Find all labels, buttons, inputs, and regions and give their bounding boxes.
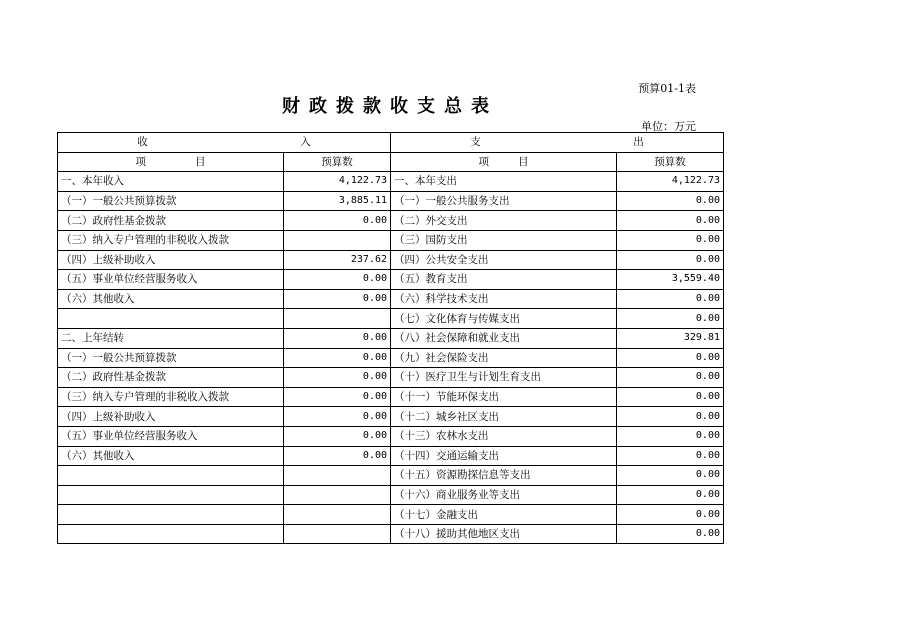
table-row bbox=[58, 211, 724, 231]
table-row bbox=[58, 191, 724, 211]
expense-item-cell: （四）公共安全支出 bbox=[391, 250, 617, 270]
expense-item-cell: （七）文化体育与传媒支出 bbox=[391, 309, 617, 329]
expense-value-cell: 3,559.40 bbox=[617, 270, 724, 290]
income-value-cell bbox=[284, 309, 391, 329]
table-row bbox=[58, 466, 724, 486]
income-value-cell: 0.00 bbox=[284, 407, 391, 427]
income-item-cell: 一、本年收入 bbox=[58, 172, 284, 192]
table-row bbox=[58, 446, 724, 466]
income-item-cell bbox=[58, 309, 284, 329]
expense-item-cell: （十七）金融支出 bbox=[391, 505, 617, 525]
expense-item-cell: （十八）援助其他地区支出 bbox=[391, 524, 617, 544]
table-row bbox=[58, 328, 724, 348]
expense-value-cell: 0.00 bbox=[617, 485, 724, 505]
income-item-cell bbox=[58, 485, 284, 505]
income-value-cell: 0.00 bbox=[284, 368, 391, 388]
expense-value-cell: 329.81 bbox=[617, 328, 724, 348]
income-item-cell: （四）上级补助收入 bbox=[58, 407, 284, 427]
expense-item-cell: （二）外交支出 bbox=[391, 211, 617, 231]
income-item-cell bbox=[58, 505, 284, 525]
expense-item-cell: 一、本年支出 bbox=[391, 172, 617, 192]
table-row bbox=[58, 289, 724, 309]
table-row bbox=[58, 524, 724, 544]
income-value-cell bbox=[284, 230, 391, 250]
income-value-cell: 0.00 bbox=[284, 446, 391, 466]
expense-value-cell: 0.00 bbox=[617, 309, 724, 329]
table-row bbox=[58, 426, 724, 446]
income-value-cell: 0.00 bbox=[284, 328, 391, 348]
income-value-cell: 4,122.73 bbox=[284, 172, 391, 192]
expense-item-cell: （十二）城乡社区支出 bbox=[391, 407, 617, 427]
income-value-cell: 0.00 bbox=[284, 348, 391, 368]
income-item-cell: （三）纳入专户管理的非税收入拨款 bbox=[58, 230, 284, 250]
expense-item-cell: （八）社会保障和就业支出 bbox=[391, 328, 617, 348]
table-row bbox=[58, 270, 724, 290]
income-item-cell: （三）纳入专户管理的非税收入拨款 bbox=[58, 387, 284, 407]
table-row bbox=[58, 387, 724, 407]
table-row bbox=[58, 250, 724, 270]
form-number: 预算01-1表 bbox=[638, 82, 696, 95]
table-row bbox=[58, 407, 724, 427]
expense-value-cell: 0.00 bbox=[617, 348, 724, 368]
income-item-cell: 二、上年结转 bbox=[58, 328, 284, 348]
expense-budget-header: 预算数 bbox=[617, 152, 724, 172]
income-item-cell bbox=[58, 466, 284, 486]
income-item-cell: （六）其他收入 bbox=[58, 289, 284, 309]
income-value-cell: 0.00 bbox=[284, 426, 391, 446]
income-item-cell: （二）政府性基金拨款 bbox=[58, 368, 284, 388]
table-row bbox=[58, 309, 724, 329]
expense-item-cell: （十四）交通运输支出 bbox=[391, 446, 617, 466]
income-value-cell: 0.00 bbox=[284, 211, 391, 231]
income-item-cell: （五）事业单位经营服务收入 bbox=[58, 426, 284, 446]
header-row-income-expense bbox=[58, 133, 724, 153]
expense-item-cell: （三）国防支出 bbox=[391, 230, 617, 250]
expense-item-cell: （十五）资源勘探信息等支出 bbox=[391, 466, 617, 486]
table-row bbox=[58, 172, 724, 192]
income-value-cell: 0.00 bbox=[284, 289, 391, 309]
income-item-header: 项 目 bbox=[58, 152, 284, 172]
income-value-cell bbox=[284, 524, 391, 544]
header-row-columns bbox=[58, 152, 724, 172]
income-item-cell: （二）政府性基金拨款 bbox=[58, 211, 284, 231]
income-value-cell: 0.00 bbox=[284, 387, 391, 407]
expense-item-header: 项 目 bbox=[391, 152, 617, 172]
expense-value-cell: 0.00 bbox=[617, 524, 724, 544]
income-value-cell: 237.62 bbox=[284, 250, 391, 270]
income-value-cell bbox=[284, 505, 391, 525]
income-item-cell: （五）事业单位经营服务收入 bbox=[58, 270, 284, 290]
expense-item-cell: （一）一般公共服务支出 bbox=[391, 191, 617, 211]
expense-item-cell: （六）科学技术支出 bbox=[391, 289, 617, 309]
expense-value-cell: 0.00 bbox=[617, 191, 724, 211]
income-value-cell bbox=[284, 485, 391, 505]
table-row bbox=[58, 485, 724, 505]
table-row bbox=[58, 505, 724, 525]
expense-value-cell: 0.00 bbox=[617, 407, 724, 427]
income-header: 收 入 bbox=[58, 133, 391, 153]
page-title: 财政拨款收支总表 bbox=[282, 96, 498, 117]
expense-value-cell: 0.00 bbox=[617, 230, 724, 250]
income-item-cell: （四）上级补助收入 bbox=[58, 250, 284, 270]
expense-item-cell: （五）教育支出 bbox=[391, 270, 617, 290]
income-item-cell: （一）一般公共预算拨款 bbox=[58, 191, 284, 211]
unit-label: 单位：万元 bbox=[641, 120, 696, 133]
budget-table bbox=[57, 132, 724, 544]
expense-value-cell: 0.00 bbox=[617, 446, 724, 466]
income-value-cell: 3,885.11 bbox=[284, 191, 391, 211]
table-row bbox=[58, 230, 724, 250]
expense-value-cell: 0.00 bbox=[617, 505, 724, 525]
expense-item-cell: （十六）商业服务业等支出 bbox=[391, 485, 617, 505]
expense-item-cell: （十一）节能环保支出 bbox=[391, 387, 617, 407]
income-item-cell: （一）一般公共预算拨款 bbox=[58, 348, 284, 368]
expense-value-cell: 0.00 bbox=[617, 289, 724, 309]
income-budget-header: 预算数 bbox=[284, 152, 391, 172]
expense-item-cell: （十三）农林水支出 bbox=[391, 426, 617, 446]
expense-item-cell: （九）社会保险支出 bbox=[391, 348, 617, 368]
income-value-cell bbox=[284, 466, 391, 486]
income-item-cell bbox=[58, 524, 284, 544]
expense-value-cell: 4,122.73 bbox=[617, 172, 724, 192]
income-item-cell: （六）其他收入 bbox=[58, 446, 284, 466]
expense-value-cell: 0.00 bbox=[617, 387, 724, 407]
table-row bbox=[58, 368, 724, 388]
expense-value-cell: 0.00 bbox=[617, 211, 724, 231]
expense-value-cell: 0.00 bbox=[617, 368, 724, 388]
expense-header: 支 出 bbox=[391, 133, 724, 153]
table-row bbox=[58, 348, 724, 368]
expense-value-cell: 0.00 bbox=[617, 250, 724, 270]
income-value-cell: 0.00 bbox=[284, 270, 391, 290]
expense-value-cell: 0.00 bbox=[617, 426, 724, 446]
expense-value-cell: 0.00 bbox=[617, 466, 724, 486]
expense-item-cell: （十）医疗卫生与计划生育支出 bbox=[391, 368, 617, 388]
